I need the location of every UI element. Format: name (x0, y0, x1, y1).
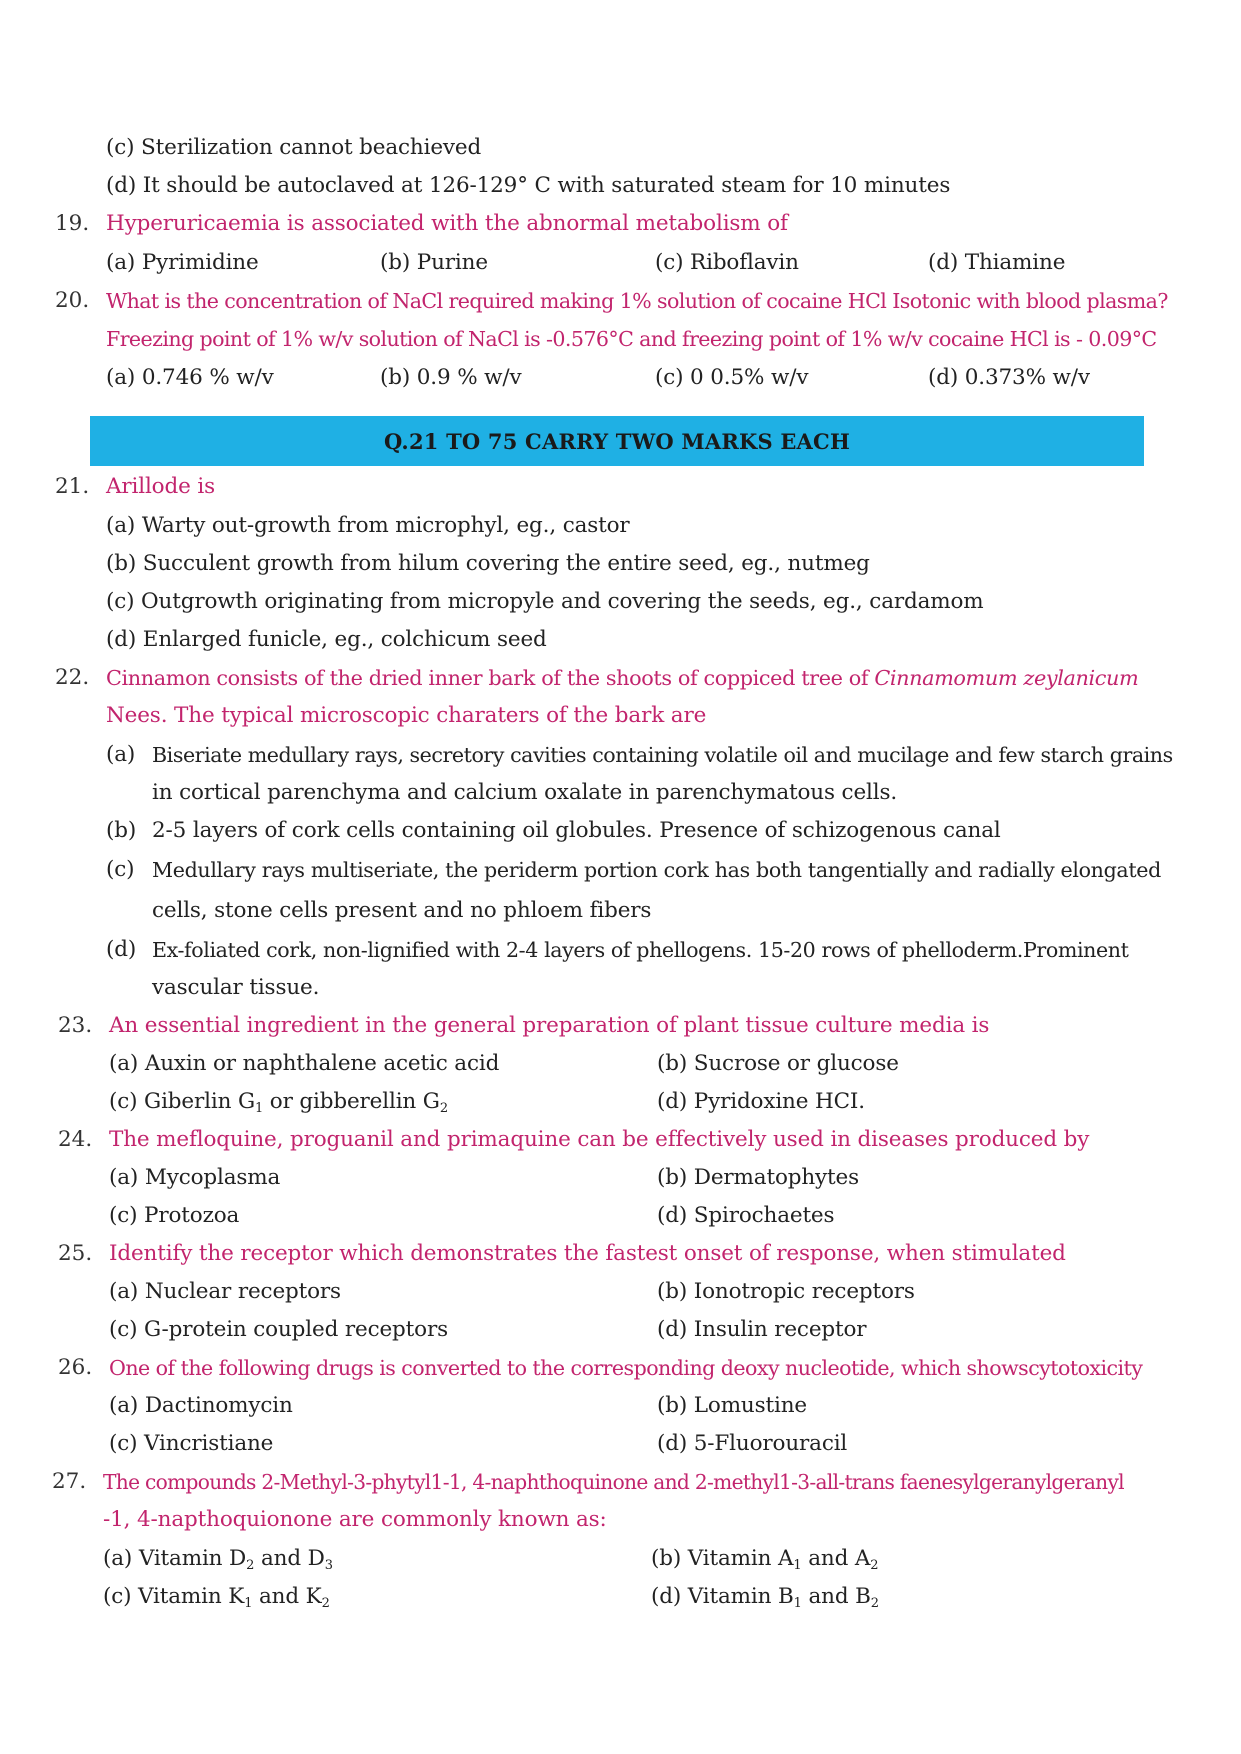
q24-text: The mefloquine, proguanil and primaquine can be effectively used in diseases produced by (109, 1127, 1090, 1152)
q23-option-d: (d) Pyridoxine HCI. (657, 1089, 865, 1114)
q23-option-c-part2: or gibberellin G (263, 1089, 440, 1114)
q18-option-c: (c) Sterilization cannot beachieved (106, 135, 482, 160)
q23-option-c (109, 1087, 448, 1117)
q22-option-c-label: (c) (106, 857, 135, 882)
q20-option-b: (b) 0.9 % w/v (380, 365, 522, 390)
q27-option-b-sub1: 1 (793, 1558, 802, 1573)
q23-option-c-sub2: 2 (439, 1101, 448, 1116)
section-banner (90, 416, 1144, 466)
q27-option-b (651, 1544, 878, 1574)
q21-text: Arillode is (106, 474, 215, 499)
q26-option-c: (c) Vincristiane (109, 1431, 274, 1456)
q27-option-c (103, 1582, 330, 1612)
q22-text-line2: Nees. The typical microscopic charaters of the bark are (106, 703, 707, 728)
q24-option-a: (a) Mycoplasma (109, 1165, 281, 1190)
q27-option-a-part1: (a) Vitamin D (103, 1546, 247, 1571)
q20-option-c: (c) 0 0.5% w/v (655, 365, 809, 390)
q23-option-c-part1: (c) Giberlin G (109, 1089, 255, 1114)
q25-option-c: (c) G-protein coupled receptors (109, 1317, 448, 1342)
q24-option-d: (d) Spirochaetes (657, 1203, 835, 1228)
q20-option-d: (d) 0.373% w/v (928, 365, 1090, 390)
q23-text: An essential ingredient in the general preparation of plant tissue culture media is (109, 1013, 990, 1038)
q27-option-c-sub2: 2 (321, 1596, 330, 1611)
q22-option-c-line1: Medullary rays multiseriate, the periderm portion cork has both tangentially and radially elongated (152, 858, 1161, 882)
q27-number: 27. (52, 1469, 87, 1494)
q22-option-d-line1: Ex-foliated cork, non-lignified with 2-4 layers of phellogens. 15-20 rows of phelloderm.Prominent (152, 938, 1129, 962)
q19-option-c: (c) Riboflavin (655, 250, 799, 275)
q27-option-d-sub1: 1 (793, 1596, 802, 1611)
q22-option-b-label: (b) (106, 818, 137, 843)
q22-option-a-label: (a) (106, 742, 136, 767)
q22-species-name: Cinnamomum zeylanicum (874, 666, 1139, 690)
q20-text-line2: Freezing point of 1% w/v solution of NaCl is -0.576°C and freezing point of 1% w/v cocaine HCl is - 0.09°C (106, 327, 1157, 351)
q27-option-c-part2: and K (252, 1584, 322, 1609)
q26-option-b: (b) Lomustine (657, 1393, 807, 1418)
q25-option-d: (d) Insulin receptor (657, 1317, 867, 1342)
q26-text: One of the following drugs is converted to the corresponding deoxy nucleotide, which showscytotoxicity (109, 1356, 1143, 1380)
q19-number: 19. (55, 211, 90, 236)
q23-option-a: (a) Auxin or naphthalene acetic acid (109, 1051, 500, 1076)
q26-number: 26. (58, 1355, 93, 1380)
q22-option-a-line2: in cortical parenchyma and calcium oxalate in parenchymatous cells. (152, 780, 898, 805)
q25-number: 25. (58, 1241, 93, 1266)
q18-option-d: (d) It should be autoclaved at 126-129° C with saturated steam for 10 minutes (106, 173, 951, 198)
q26-option-d: (d) 5-Fluorouracil (657, 1431, 848, 1456)
q21-option-a: (a) Warty out-growth from microphyl, eg., castor (106, 513, 630, 538)
q27-option-b-part2: and A (801, 1546, 871, 1571)
q22-option-c-line2: cells, stone cells present and no phloem fibers (152, 898, 652, 923)
q27-option-a-sub1: 2 (246, 1558, 255, 1573)
q24-number: 24. (58, 1127, 93, 1152)
q19-text: Hyperuricaemia is associated with the abnormal metabolism of (106, 211, 788, 236)
q22-option-b-line1: 2-5 layers of cork cells containing oil globules. Presence of schizogenous canal (152, 818, 1001, 843)
q27-option-b-part1: (b) Vitamin A (651, 1546, 794, 1571)
q27-option-d-part1: (d) Vitamin B (651, 1584, 794, 1609)
q22-number: 22. (55, 665, 90, 690)
q23-option-c-sub1: 1 (254, 1101, 264, 1116)
q24-option-c: (c) Protozoa (109, 1203, 240, 1228)
q22-option-a-line1: Biseriate medullary rays, secretory cavities containing volatile oil and mucilage and few starch grains (152, 743, 1173, 767)
q25-option-b: (b) Ionotropic receptors (657, 1279, 915, 1304)
q20-option-a: (a) 0.746 % w/v (106, 365, 274, 390)
q21-option-c: (c) Outgrowth originating from micropyle and covering the seeds, eg., cardamom (106, 589, 984, 614)
q24-option-b: (b) Dermatophytes (657, 1165, 860, 1190)
q22-option-d-line2: vascular tissue. (152, 975, 320, 1000)
q19-option-a: (a) Pyrimidine (106, 250, 259, 275)
q27-option-a-sub2: 3 (324, 1558, 333, 1573)
q19-option-b: (b) Purine (380, 250, 488, 275)
q27-text-line2: -1, 4-napthoquionone are commonly known as: (103, 1507, 607, 1532)
q27-option-a-part2: and D (254, 1546, 325, 1571)
q23-option-b: (b) Sucrose or glucose (657, 1051, 899, 1076)
q27-option-d-sub2: 2 (870, 1596, 879, 1611)
q21-number: 21. (55, 474, 90, 499)
q22-option-d-label: (d) (106, 937, 137, 962)
q22-text-line1-main: Cinnamon consists of the dried inner bark of the shoots of coppiced tree of (106, 666, 875, 690)
q26-option-a: (a) Dactinomycin (109, 1393, 293, 1418)
q25-option-a: (a) Nuclear receptors (109, 1279, 341, 1304)
q20-text-line1: What is the concentration of NaCl required making 1% solution of cocaine HCl Isotonic with blood plasma? (106, 289, 1168, 313)
q20-number: 20. (55, 288, 90, 313)
q27-option-d (651, 1582, 879, 1612)
q23-number: 23. (58, 1013, 93, 1038)
q27-option-d-part2: and B (801, 1584, 871, 1609)
q27-option-a (103, 1544, 333, 1574)
section-banner-text: Q.21 TO 75 CARRY TWO MARKS EACH (383, 428, 851, 454)
q21-option-d: (d) Enlarged funicle, eg., colchicum seed (106, 627, 547, 652)
q22-text-line1 (106, 663, 1183, 693)
q27-option-c-part1: (c) Vitamin K (103, 1584, 245, 1609)
q27-text-line1: The compounds 2-Methyl-3-phytyl1-1, 4-naphthoquinone and 2-methyl1-3-all-trans faenesylgeranylgeranyl (103, 1470, 1124, 1494)
q27-option-c-sub1: 1 (244, 1596, 253, 1611)
q27-option-b-sub2: 2 (870, 1558, 879, 1573)
q25-text: Identify the receptor which demonstrates the fastest onset of response, when stimulated (109, 1241, 1066, 1266)
q21-option-b: (b) Succulent growth from hilum covering the entire seed, eg., nutmeg (106, 551, 870, 576)
q19-option-d: (d) Thiamine (928, 250, 1066, 275)
